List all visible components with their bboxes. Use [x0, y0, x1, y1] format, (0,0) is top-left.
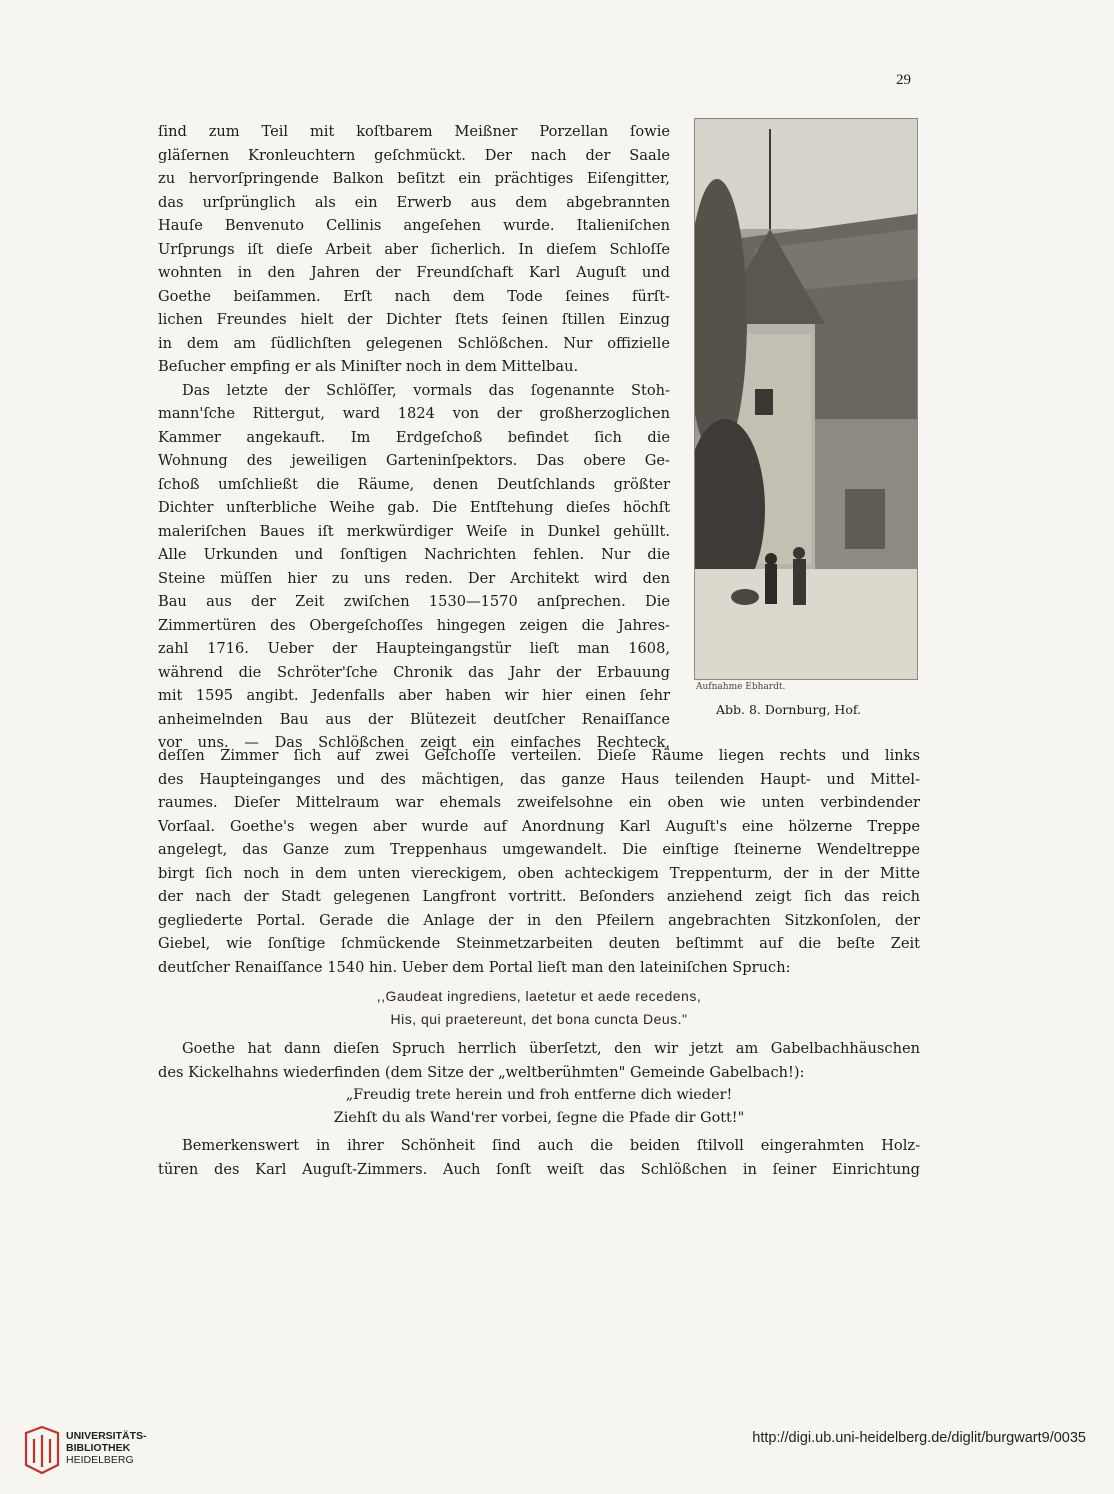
text-line: raumes. Dieſer Mittelraum war ehemals zweifelsohne ein oben wie unten verbindender: [158, 794, 920, 811]
text-line: Giebel, wie ſonſtige ſchmückende Steinmetzarbeiten deuten beſtimmt auf die beſte Zeit: [158, 935, 920, 952]
text-line: des Haupteinganges und des mächtigen, das ganze Haus teilenden Haupt- und Mittel-: [158, 770, 920, 788]
text-line: zahl 1716. Ueber der Haupteingangstür lieſt man 1608,: [158, 640, 670, 657]
text-line: Bemerkenswert in ihrer Schönheit ſind auch die beiden ſtilvoll eingerahmten Holz-: [182, 1137, 920, 1154]
text-line: Steine müſſen hier zu uns reden. Der Architekt wird den: [158, 569, 670, 587]
castle-courtyard-photo: [694, 118, 918, 680]
text-line: anheimelnden Bau aus der Blütezeit deutſcher Renaiſſance: [158, 710, 670, 728]
text-line: ſchoß umſchließt die Räume, denen Deutſchlands größter: [158, 475, 670, 493]
text-line: gläſernen Kronleuchtern geſchmückt. Der nach der Saale: [158, 146, 670, 164]
library-name-line: UNIVERSITÄTS-: [66, 1430, 147, 1442]
text-line: lichen Freundes hielt der Dichter ſtets ſeinen ſtillen Einzug: [158, 311, 670, 328]
text-line: türen des Karl Auguſt-Zimmers. Auch ſonſt weiſt das Schlößchen in ſeiner Einrichtung: [158, 1160, 920, 1178]
poem-line: „Freudig trete herein und froh entferne dich wieder!: [345, 1087, 733, 1103]
text-line: während die Schröter'ſche Chronik das Jahr der Erbauung: [158, 663, 670, 681]
text-line: Kammer angekauft. Im Erdgeſchoß befindet ſich die: [158, 428, 670, 446]
text-line: Zimmertüren des Obergeſchoſſes hingegen zeigen die Jahres-: [158, 616, 670, 634]
photo-illustration: [695, 119, 917, 679]
text-line: Beſucher empfing er als Miniſter noch in dem Mittelbau.: [158, 358, 579, 375]
text-line: des Kickelhahns wiederfinden (dem Sitze der „weltberühmten" Gemeinde Gabelbach!):: [158, 1063, 805, 1081]
text-line: Bau aus der Zeit zwiſchen 1530—1570 anſprechen. Die: [158, 593, 670, 610]
text-line: maleriſchen Baues iſt merkwürdiger Weiſe in Dunkel gehüllt.: [158, 522, 670, 540]
text-line: mann'ſche Rittergut, ward 1824 von der großherzoglichen: [158, 405, 670, 422]
text-line: birgt ſich noch in dem unten viereckigem, oben achteckigem Treppenturm, der in der Mitte: [158, 864, 920, 882]
library-name-line: HEIDELBERG: [66, 1454, 134, 1466]
poem-line: Ziehſt du als Wand'rer vorbei, ſegne die Pfade dir Gott!": [333, 1110, 745, 1126]
text-line: mit 1595 angibt. Jedenfalls aber haben wir hier einen ſehr: [158, 687, 670, 704]
text-line: wohnten in den Jahren der Freundſchaft Karl Auguſt und: [158, 264, 670, 281]
photo-caption: Abb. 8. Dornburg, Hof.: [716, 702, 862, 717]
full-width-text: [158, 744, 920, 1181]
photo-credit: Aufnahme Ebhardt.: [696, 682, 786, 692]
text-line: Wohnung des jeweiligen Garteninſpektors. Das obere Ge-: [158, 452, 670, 469]
text-line: Urſprungs iſt dieſe Arbeit aber ſicherlich. In dieſem Schloſſe: [158, 240, 670, 258]
text-line: Dichter unſterbliche Weihe gab. Die Entſtehung dieſes höchſt: [158, 499, 670, 516]
latin-quote-line: His, qui praetereunt, det bona cuncta Deus.": [390, 1011, 688, 1027]
text-line: gegliederte Portal. Gerade die Anlage der in den Pfeilern angebrachten Sitzkonſolen, der: [158, 911, 920, 929]
source-url[interactable]: http://digi.ub.uni-heidelberg.de/diglit/burgwart9/0035: [752, 1430, 1086, 1446]
paragraph-goethe: [158, 1037, 920, 1084]
text-line: Das letzte der Schlöſſer, vormals das ſogenannte Stoh-: [182, 381, 670, 399]
text-line: Goethe hat dann dieſen Spruch herrlich überſetzt, den wir jetzt am Gabelbachhäuschen: [182, 1040, 920, 1057]
text-line: Goethe beiſammen. Erſt nach dem Tode ſeines fürſt-: [158, 287, 670, 305]
text-line: deſſen Zimmer ſich auf zwei Geſchoſſe verteilen. Dieſe Räume liegen rechts und links: [158, 747, 920, 764]
text-line: das urſprünglich als ein Erwerb aus dem abgebrannten: [158, 193, 670, 211]
narrow-column-text: [158, 120, 670, 755]
text-line: angelegt, das Ganze zum Treppenhaus umgewandelt. Die einſtige ſteinerne Wendeltreppe: [158, 841, 920, 858]
paragraph-closing: [158, 1134, 920, 1181]
text-line: ſind zum Teil mit koſtbarem Meißner Porzellan ſowie: [158, 123, 670, 140]
text-line: zu hervorſpringende Balkon beſitzt ein prächtiges Eiſengitter,: [158, 170, 670, 187]
text-line: in dem am ſüdlichſten gelegenen Schlößchen. Nur offizielle: [158, 334, 670, 352]
library-name: [66, 1430, 147, 1466]
text-line: deutſcher Renaiſſance 1540 hin. Ueber dem Portal lieſt man den lateiniſchen Spruch:: [158, 958, 791, 976]
paragraph-continuation: [158, 744, 920, 979]
text-line: Alle Urkunden und ſonſtigen Nachrichten fehlen. Nur die: [158, 546, 670, 563]
latin-quote-line: ,,Gaudeat ingrediens, laetetur et aede recedens,: [376, 988, 702, 1004]
library-name-line: BIBLIOTHEK: [66, 1442, 131, 1454]
text-line: der nach der Stadt gelegenen Langfront vortritt. Beſonders anziehend zeigt ſich das reich: [158, 888, 920, 905]
page-number: 29: [896, 72, 911, 88]
text-line: Hauſe Benvenuto Cellinis angeſehen wurde. Italieniſchen: [158, 217, 670, 234]
text-line: Vorſaal. Goethe's wegen aber wurde auf Anordnung Karl Auguſt's eine hölzerne Treppe: [158, 817, 920, 835]
text-line: vor uns. — Das Schlößchen zeigt ein einfaches Rechteck,: [158, 734, 670, 751]
